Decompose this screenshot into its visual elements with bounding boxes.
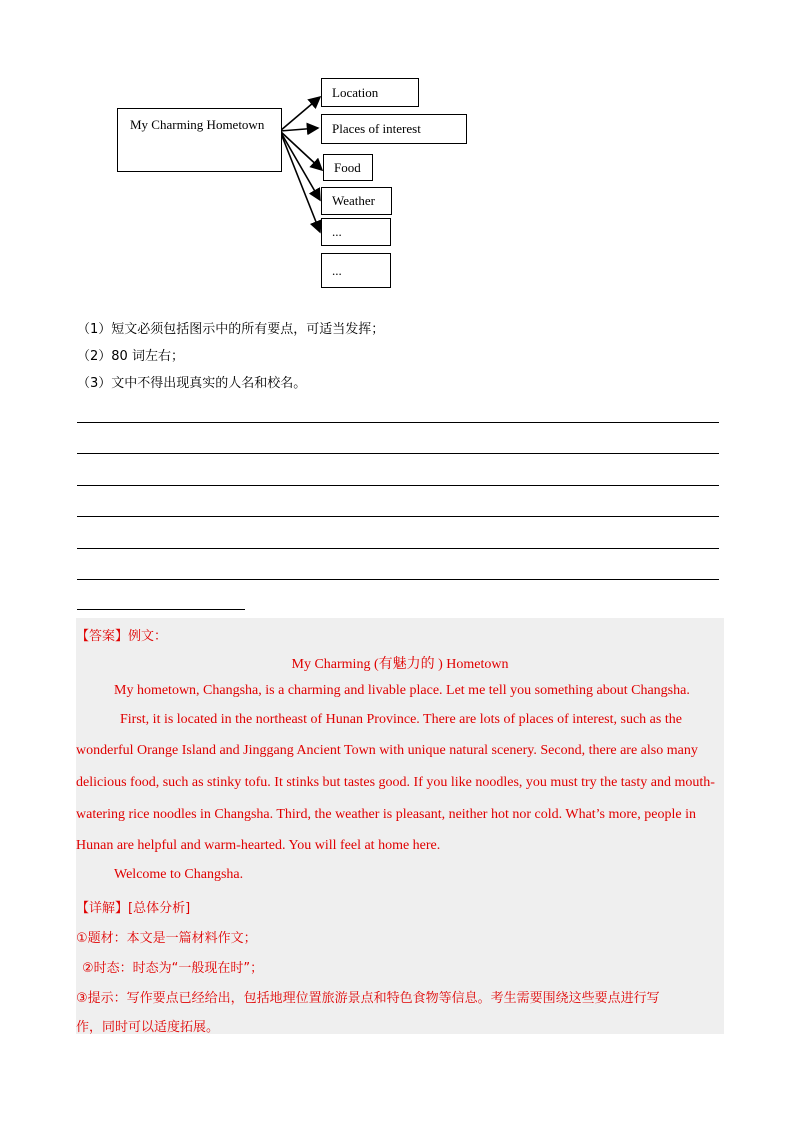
detail-heading (76, 897, 190, 916)
essay-line: wonderful Orange Island and Jinggang Ancient Town with unique natural scenery. Second, there are also many (76, 743, 698, 758)
essay-line: Hunan are helpful and warm-hearted. You will feel at home here. (76, 838, 441, 853)
diagram-center-box (117, 108, 282, 172)
essay-line: My hometown, Changsha, is a charming and livable place. Let me tell you something about Changsha. (114, 683, 690, 698)
analysis-line: ③提示：写作要点已经给出，包括地理位置旅游景点和特色食物等信息。考生需要围绕这些要点进行写 (76, 991, 660, 1006)
diagram-box-food: Food (323, 154, 373, 181)
writing-line[interactable] (77, 516, 719, 517)
analysis-line: ②时态：时态为“一般现在时”； (82, 961, 264, 976)
writing-line[interactable] (77, 422, 719, 423)
writing-line[interactable] (77, 579, 719, 580)
detail-label: 【详解】 (76, 901, 129, 916)
mind-map-diagram (110, 70, 480, 295)
essay-line: First, it is located in the northeast of Hunan Province. There are lots of places of interest, such as the (120, 712, 682, 727)
answer-section (76, 618, 724, 1034)
diagram-arrows (110, 70, 480, 295)
arrow-weather (280, 131, 320, 200)
diagram-center-label: My Charming Hometown (130, 117, 265, 132)
analysis-line: 作，同时可以适度拓展。 (76, 1020, 220, 1035)
arrow-food (280, 131, 322, 170)
essay-title: My Charming (有魅力的 ) Hometown (291, 657, 509, 672)
writing-line[interactable] (77, 609, 245, 610)
requirement-item: （1）短文必须包括图示中的所有要点，可适当发挥； (77, 322, 385, 337)
diagram-box-weather: Weather (321, 187, 392, 215)
answer-label: 【答案】例文： (76, 629, 168, 644)
requirements-list (77, 316, 384, 397)
diagram-box-more-2: ... (321, 253, 391, 288)
writing-line[interactable] (77, 485, 719, 486)
essay-line: Welcome to Changsha. (114, 867, 244, 882)
analysis-line: ①题材：本文是一篇材料作文； (76, 931, 257, 946)
writing-line[interactable] (77, 453, 719, 454)
essay-line: watering rice noodles in Changsha. Third, the weather is pleasant, neither hot nor cold. What’s more, people in (76, 807, 696, 822)
requirement-item: （3）文中不得出现真实的人名和校名。 (77, 376, 307, 391)
detail-subheading: [总体分析] (128, 901, 191, 916)
essay-line: delicious food, such as stinky tofu. It stinks but tastes good. If you like noodles, you must try the tasty and mouth- (76, 775, 715, 790)
diagram-box-places: Places of interest (321, 114, 467, 144)
requirement-item: （2）80 词左右； (77, 349, 184, 364)
writing-line[interactable] (77, 548, 719, 549)
arrow-more-1 (280, 131, 320, 232)
diagram-box-location: Location (321, 78, 419, 107)
diagram-box-more-1: ... (321, 218, 391, 246)
arrow-places (280, 128, 318, 131)
arrow-location (280, 97, 320, 131)
